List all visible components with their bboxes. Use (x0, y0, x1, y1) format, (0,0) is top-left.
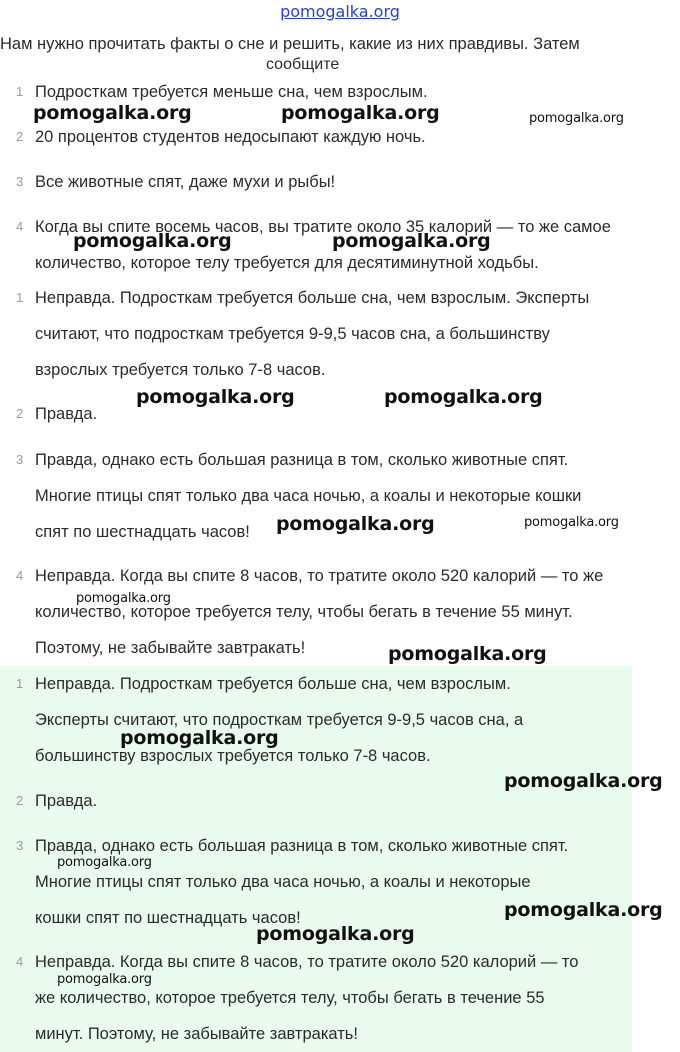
item-text: Когда вы спите восемь часов, вы тратите около 35 калорий — то же самое количество, которое телу требуется для десятиминутной ходьбы. (35, 218, 611, 272)
watermark: pomogalka.org (33, 102, 192, 124)
watermark: pomogalka.org (529, 111, 624, 126)
item-text: Неправда. Когда вы спите 8 часов, то тратите около 520 калорий — то же количество, которое требуется телу, чтобы бегать в течение 55 минут. Поэтому, не забывайте завтракать! (35, 567, 604, 657)
item-text: Подросткам требуется меньше сна, чем взрослым. (35, 83, 428, 101)
item-text: Правда, однако есть большая разница в том, сколько животные спят. Многие птицы спят только два часа ночью, а коалы и некоторые кошки спят по шестнадцать часов! (35, 451, 582, 541)
item-number: 2 (16, 406, 24, 421)
item-number: 3 (16, 174, 24, 189)
watermark: pomogalka.org (388, 643, 547, 665)
item-number: 1 (16, 290, 24, 305)
item-number: 2 (16, 793, 24, 808)
watermark: pomogalka.org (384, 386, 543, 408)
intro-overflow-fragment: сообщите (266, 56, 340, 73)
item-text: Правда. (35, 405, 98, 423)
watermark: pomogalka.org (332, 230, 491, 252)
watermark: pomogalka.org (256, 923, 415, 945)
header-site-link[interactable]: pomogalka.org (280, 2, 400, 21)
item-text: Неправда. Подросткам требуется больше сна, чем взрослым. Эксперты считают, что подросткам требуется 9-9,5 часов сна, а большинству взрослых требуется только 7-8 часов. (35, 675, 524, 765)
item-number: 4 (16, 954, 24, 969)
item-text: Неправда. Когда вы спите 8 часов, то тратите около 520 калорий — то же количество, которое требуется телу, чтобы бегать в течение 55 минут. Поэтому, не забывайте завтракать! (35, 953, 579, 1043)
watermark: pomogalka.org (57, 972, 152, 987)
item-number: 4 (16, 568, 24, 583)
item-number: 3 (16, 838, 24, 853)
watermark: pomogalka.org (281, 102, 440, 124)
item-text: Неправда. Подросткам требуется больше сна, чем взрослым. Эксперты считают, что подросткам требуется 9-9,5 часов сна, а большинству взрослых требуется только 7-8 часов. (35, 289, 590, 379)
item-text: Все животные спят, даже мухи и рыбы! (35, 173, 336, 191)
watermark: pomogalka.org (524, 515, 619, 530)
intro-text: Нам нужно прочитать факты о сне и решить, какие из них правдивы. Затем (0, 35, 580, 53)
watermark: pomogalka.org (120, 727, 279, 749)
watermark: pomogalka.org (504, 770, 663, 792)
item-text: 20 процентов студентов недосыпают каждую ночь. (35, 128, 426, 146)
item-number: 1 (16, 84, 24, 99)
item-number: 3 (16, 452, 24, 467)
watermark: pomogalka.org (136, 386, 295, 408)
watermark: pomogalka.org (57, 855, 152, 870)
watermark: pomogalka.org (276, 513, 435, 535)
watermark: pomogalka.org (76, 591, 171, 606)
item-text: Правда. (35, 792, 98, 810)
item-number: 1 (16, 676, 24, 691)
item-text: Правда, однако есть большая разница в том, сколько животные спят. Многие птицы спят только два часа ночью, а коалы и некоторые кошки спят по шестнадцать часов! (35, 837, 569, 927)
item-number: 4 (16, 219, 24, 234)
item-number: 2 (16, 129, 24, 144)
watermark: pomogalka.org (504, 899, 663, 921)
watermark: pomogalka.org (73, 230, 232, 252)
